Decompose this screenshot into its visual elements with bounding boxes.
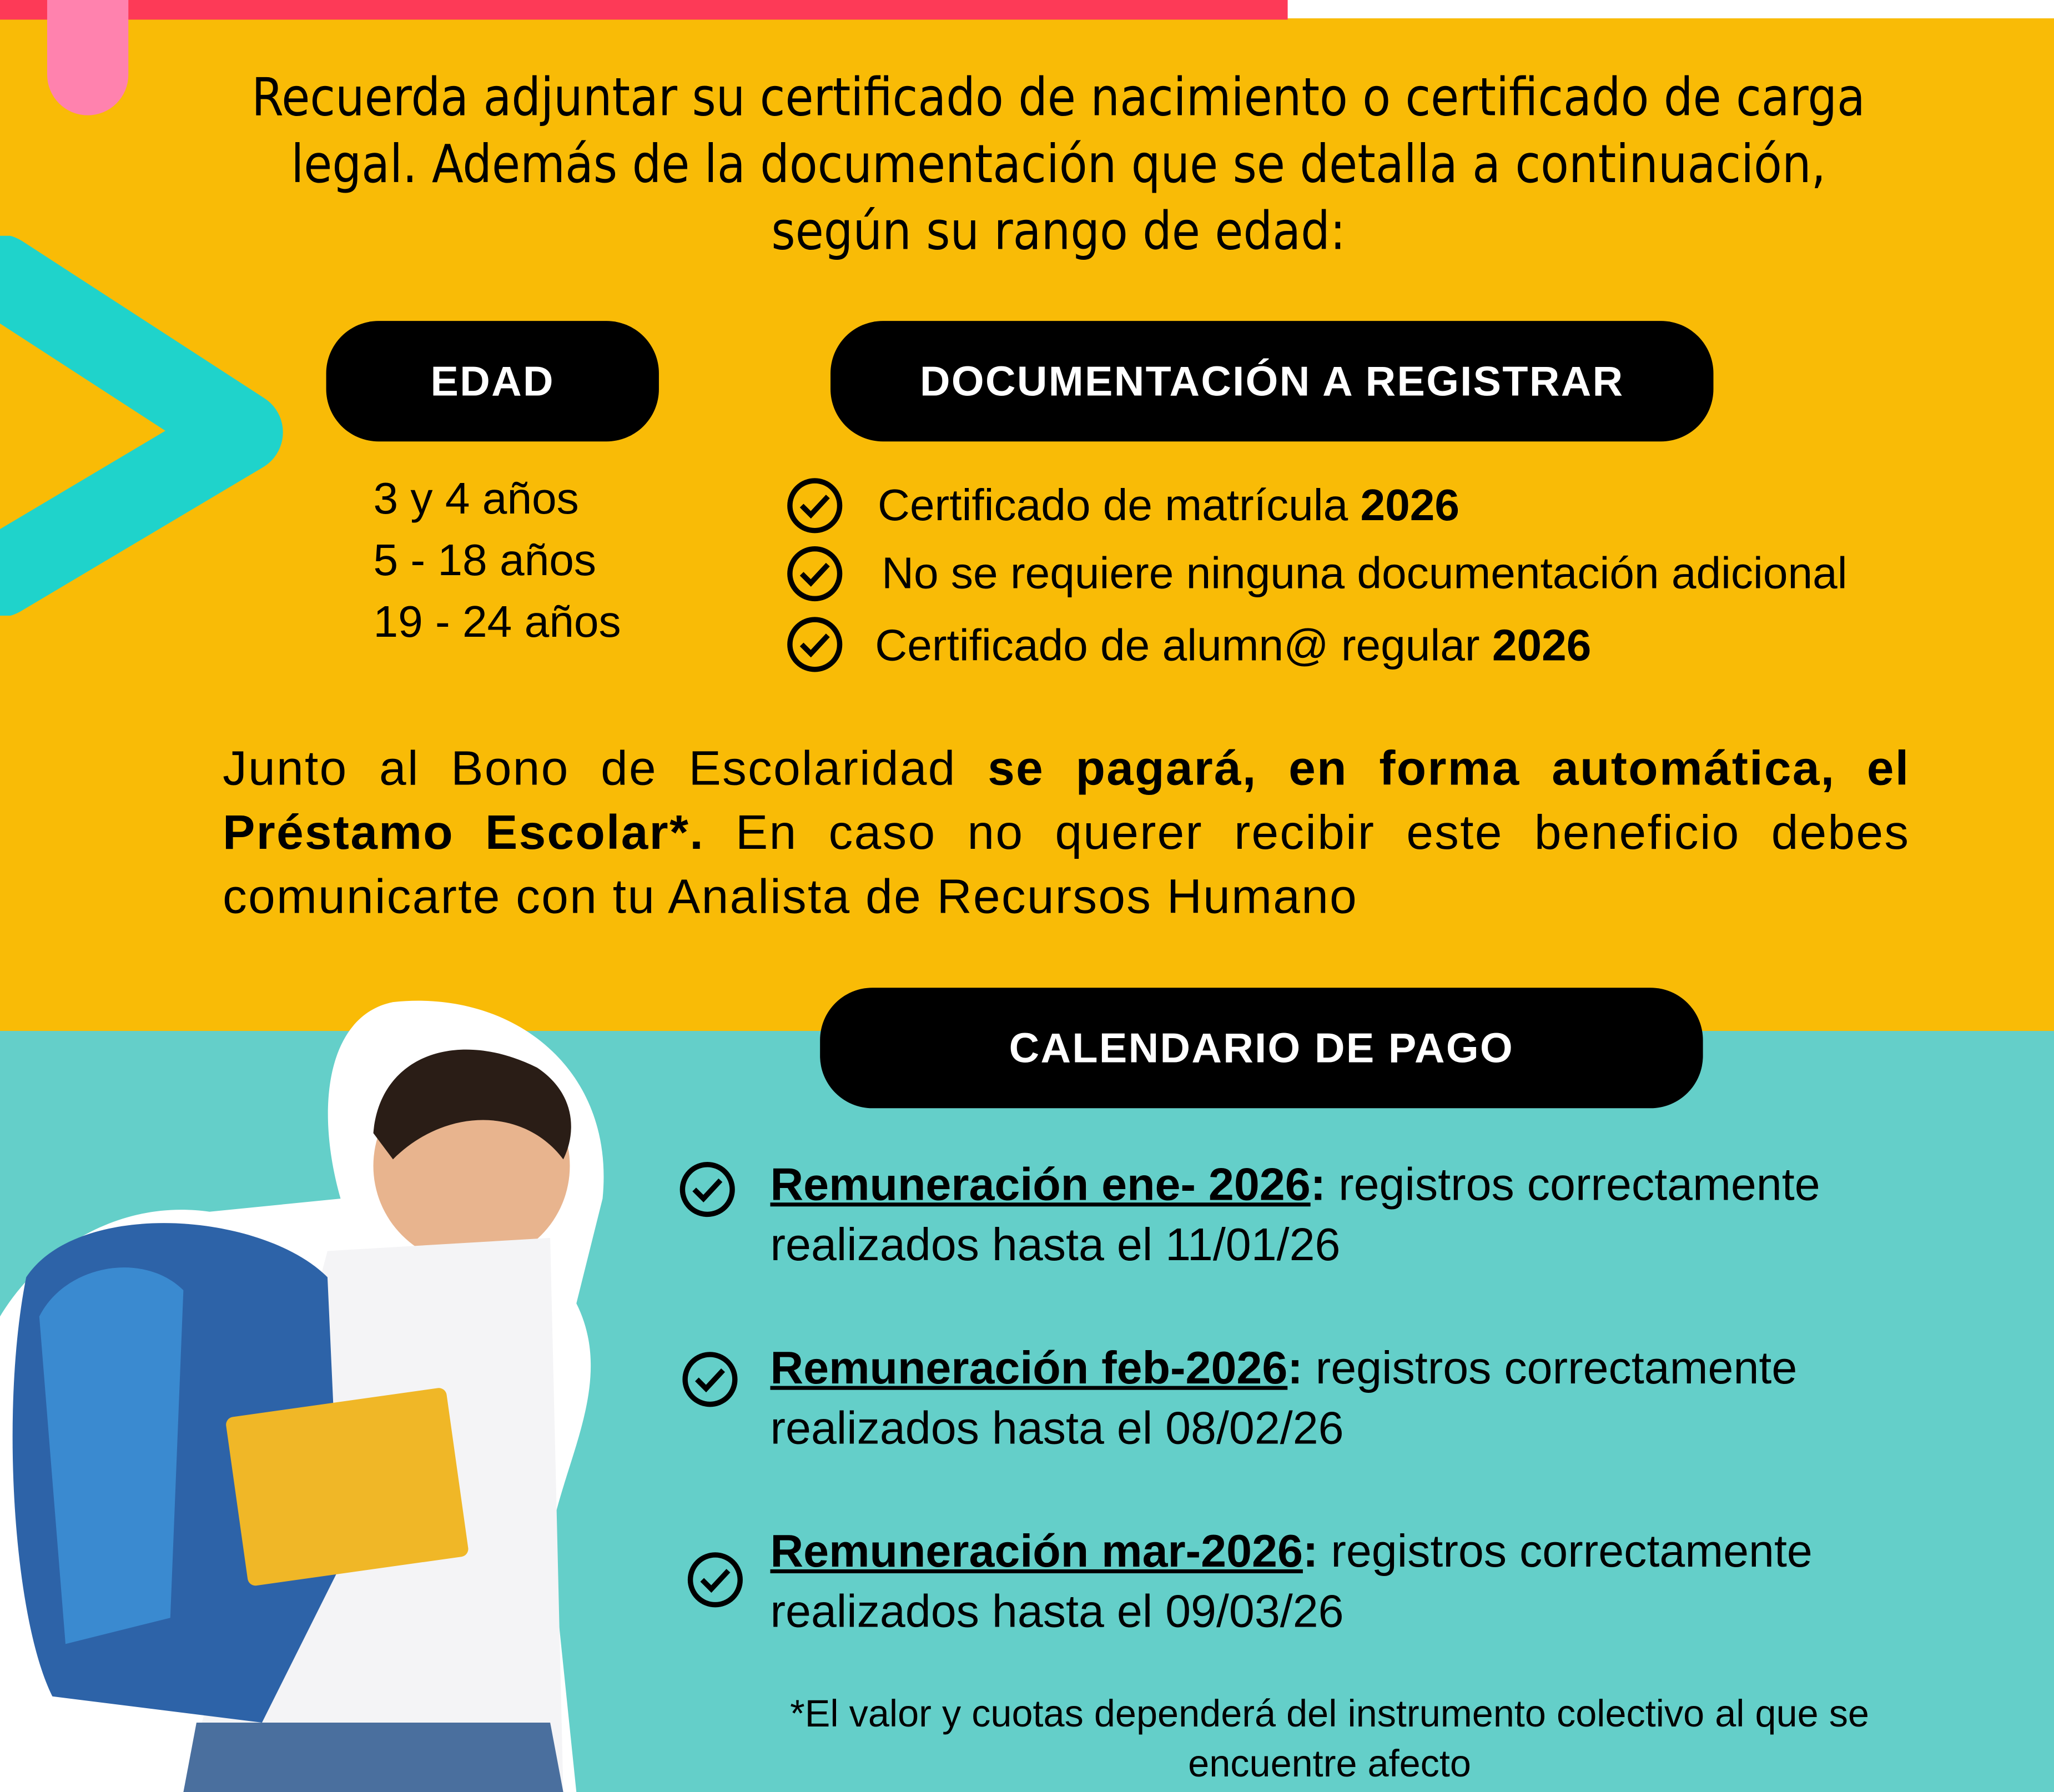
check-circle-icon xyxy=(681,1351,739,1408)
payment-item: Remuneración mar-2026: registros correctamente realizados hasta el 09/03/26 xyxy=(770,1526,1813,1638)
prestamo-text: Junto al Bono de Escolaridad se pagará, en forma automática, el Préstamo Escolar*. En caso no querer recibir este beneficio debes comunicarte con tu Analista de Recursos Humano xyxy=(223,741,1910,924)
calendario-header: CALENDARIO DE PAGO xyxy=(820,988,1703,1108)
child-with-backpack-image xyxy=(0,989,629,1792)
doc-item: Certificado de alumn@ regular 2026 xyxy=(875,621,1592,671)
check-circle-icon xyxy=(786,545,844,603)
chevron-decoration-icon xyxy=(0,236,301,616)
edad-header: EDAD xyxy=(326,321,659,441)
age-range: 19 - 24 años xyxy=(373,597,621,647)
check-circle-icon xyxy=(686,1551,744,1609)
check-circle-icon xyxy=(786,477,844,535)
age-range: 3 y 4 años xyxy=(373,474,579,524)
age-range: 5 - 18 años xyxy=(373,536,596,586)
check-circle-icon xyxy=(678,1161,736,1219)
doc-item: No se requiere ninguna documentación adicional xyxy=(882,548,1847,599)
documentacion-header: DOCUMENTACIÓN A REGISTRAR xyxy=(830,321,1713,441)
check-circle-icon xyxy=(786,616,844,673)
red-bar-decoration xyxy=(0,0,1288,19)
pink-shape-decoration xyxy=(47,0,128,115)
footnote: *El valor y cuotas dependerá del instrumento colectivo al que se encuentre afecto xyxy=(790,1694,1869,1786)
payment-item: Remuneración feb-2026: registros correctamente realizados hasta el 08/02/26 xyxy=(770,1342,1798,1454)
payment-item: Remuneración ene- 2026: registros correctamente realizados hasta el 11/01/26 xyxy=(770,1159,1820,1271)
intro-text: Recuerda adjuntar su certificado de nacimiento o certificado de carga legal. Además de la documentación que se detalla a continuación, según su rango de edad: xyxy=(251,68,1865,262)
doc-item: Certificado de matrícula 2026 xyxy=(877,481,1460,531)
